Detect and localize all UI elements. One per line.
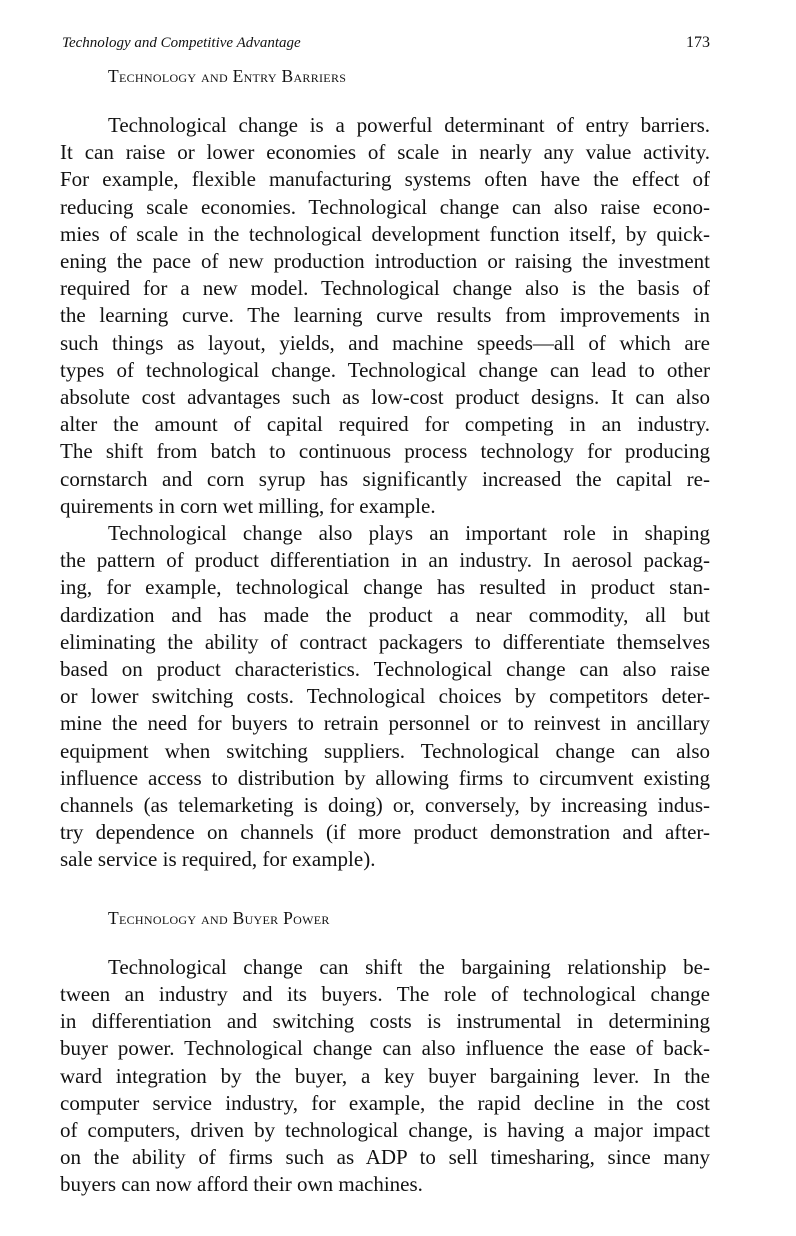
- text-line: equipment when switching suppliers. Technological change can also: [60, 738, 710, 763]
- paragraph: [60, 954, 710, 1199]
- section-entry-barriers: [60, 66, 710, 874]
- text-line: reducing scale economies. Technological change can also raise econo-: [60, 194, 710, 219]
- text-line: mies of scale in the technological development function itself, by quick-: [60, 221, 710, 246]
- text-line: buyers can now afford their own machines.: [60, 1172, 423, 1197]
- text-line: influence access to distribution by allowing firms to circumvent existing: [60, 765, 710, 790]
- text-line: mine the need for buyers to retrain personnel or to reinvest in ancillary: [60, 711, 710, 736]
- text-line: or lower switching costs. Technological choices by competitors deter-: [60, 684, 710, 709]
- page-number: 173: [686, 34, 710, 51]
- text-line: dardization and has made the product a near commodity, all but: [60, 602, 710, 627]
- text-line: types of technological change. Technological change can lead to other: [60, 357, 710, 382]
- text-line: alter the amount of capital required for competing in an industry.: [60, 412, 710, 437]
- text-line: of computers, driven by technological change, is having a major impact: [60, 1117, 710, 1142]
- text-line: based on product characteristics. Technological change can also raise: [60, 657, 710, 682]
- text-line: ing, for example, technological change has resulted in product stan-: [60, 575, 710, 600]
- text-line: such things as layout, yields, and machine speeds—all of which are: [60, 330, 710, 355]
- section-buyer-power: [60, 908, 710, 1199]
- text-line: tween an industry and its buyers. The role of technological change: [60, 981, 710, 1006]
- section-heading-buyer-power: Technology and Buyer Power: [108, 907, 330, 928]
- text-line: buyer power. Technological change can also influence the ease of back-: [60, 1036, 710, 1061]
- text-line: Technological change also plays an important role in shaping: [108, 521, 710, 546]
- running-title: Technology and Competitive Advantage: [62, 35, 301, 51]
- text-line: The shift from batch to continuous process technology for producing: [60, 439, 710, 464]
- text-line: cornstarch and corn syrup has significantly increased the capital re-: [60, 466, 710, 491]
- paragraph: [60, 520, 710, 874]
- text-line: ward integration by the buyer, a key buyer bargaining lever. In the: [60, 1063, 710, 1088]
- text-line: channels (as telemarketing is doing) or, conversely, by increasing indus-: [60, 793, 710, 818]
- text-line: ening the pace of new production introduction or raising the investment: [60, 249, 710, 274]
- section-heading-entry-barriers: Technology and Entry Barriers: [108, 66, 347, 86]
- text-line: the pattern of product differentiation in an industry. In aerosol packag-: [60, 548, 710, 573]
- paragraph: [60, 112, 710, 520]
- text-line: required for a new model. Technological change also is the basis of: [60, 276, 710, 301]
- running-header: [62, 34, 710, 58]
- text-line: in differentiation and switching costs is instrumental in determining: [60, 1009, 710, 1034]
- book-page: [60, 34, 710, 1199]
- text-line: absolute cost advantages such as low-cost product designs. It can also: [60, 385, 710, 410]
- text-line: computer service industry, for example, the rapid decline in the cost: [60, 1090, 710, 1115]
- text-line: try dependence on channels (if more product demonstration and after-: [60, 820, 710, 845]
- text-line: on the ability of firms such as ADP to sell timesharing, since many: [60, 1145, 710, 1170]
- text-line: sale service is required, for example).: [60, 847, 376, 872]
- text-line: the learning curve. The learning curve results from improvements in: [60, 303, 710, 328]
- section-body: [60, 112, 710, 874]
- text-line: For example, flexible manufacturing systems often have the effect of: [60, 167, 710, 192]
- text-line: eliminating the ability of contract packagers to differentiate themselves: [60, 629, 710, 654]
- text-line: It can raise or lower economies of scale in nearly any value activity.: [60, 140, 710, 165]
- section-body: [60, 954, 710, 1199]
- text-line: quirements in corn wet milling, for example.: [60, 493, 436, 518]
- text-line: Technological change is a powerful determinant of entry barriers.: [108, 113, 710, 137]
- text-line: Technological change can shift the bargaining relationship be-: [108, 954, 710, 979]
